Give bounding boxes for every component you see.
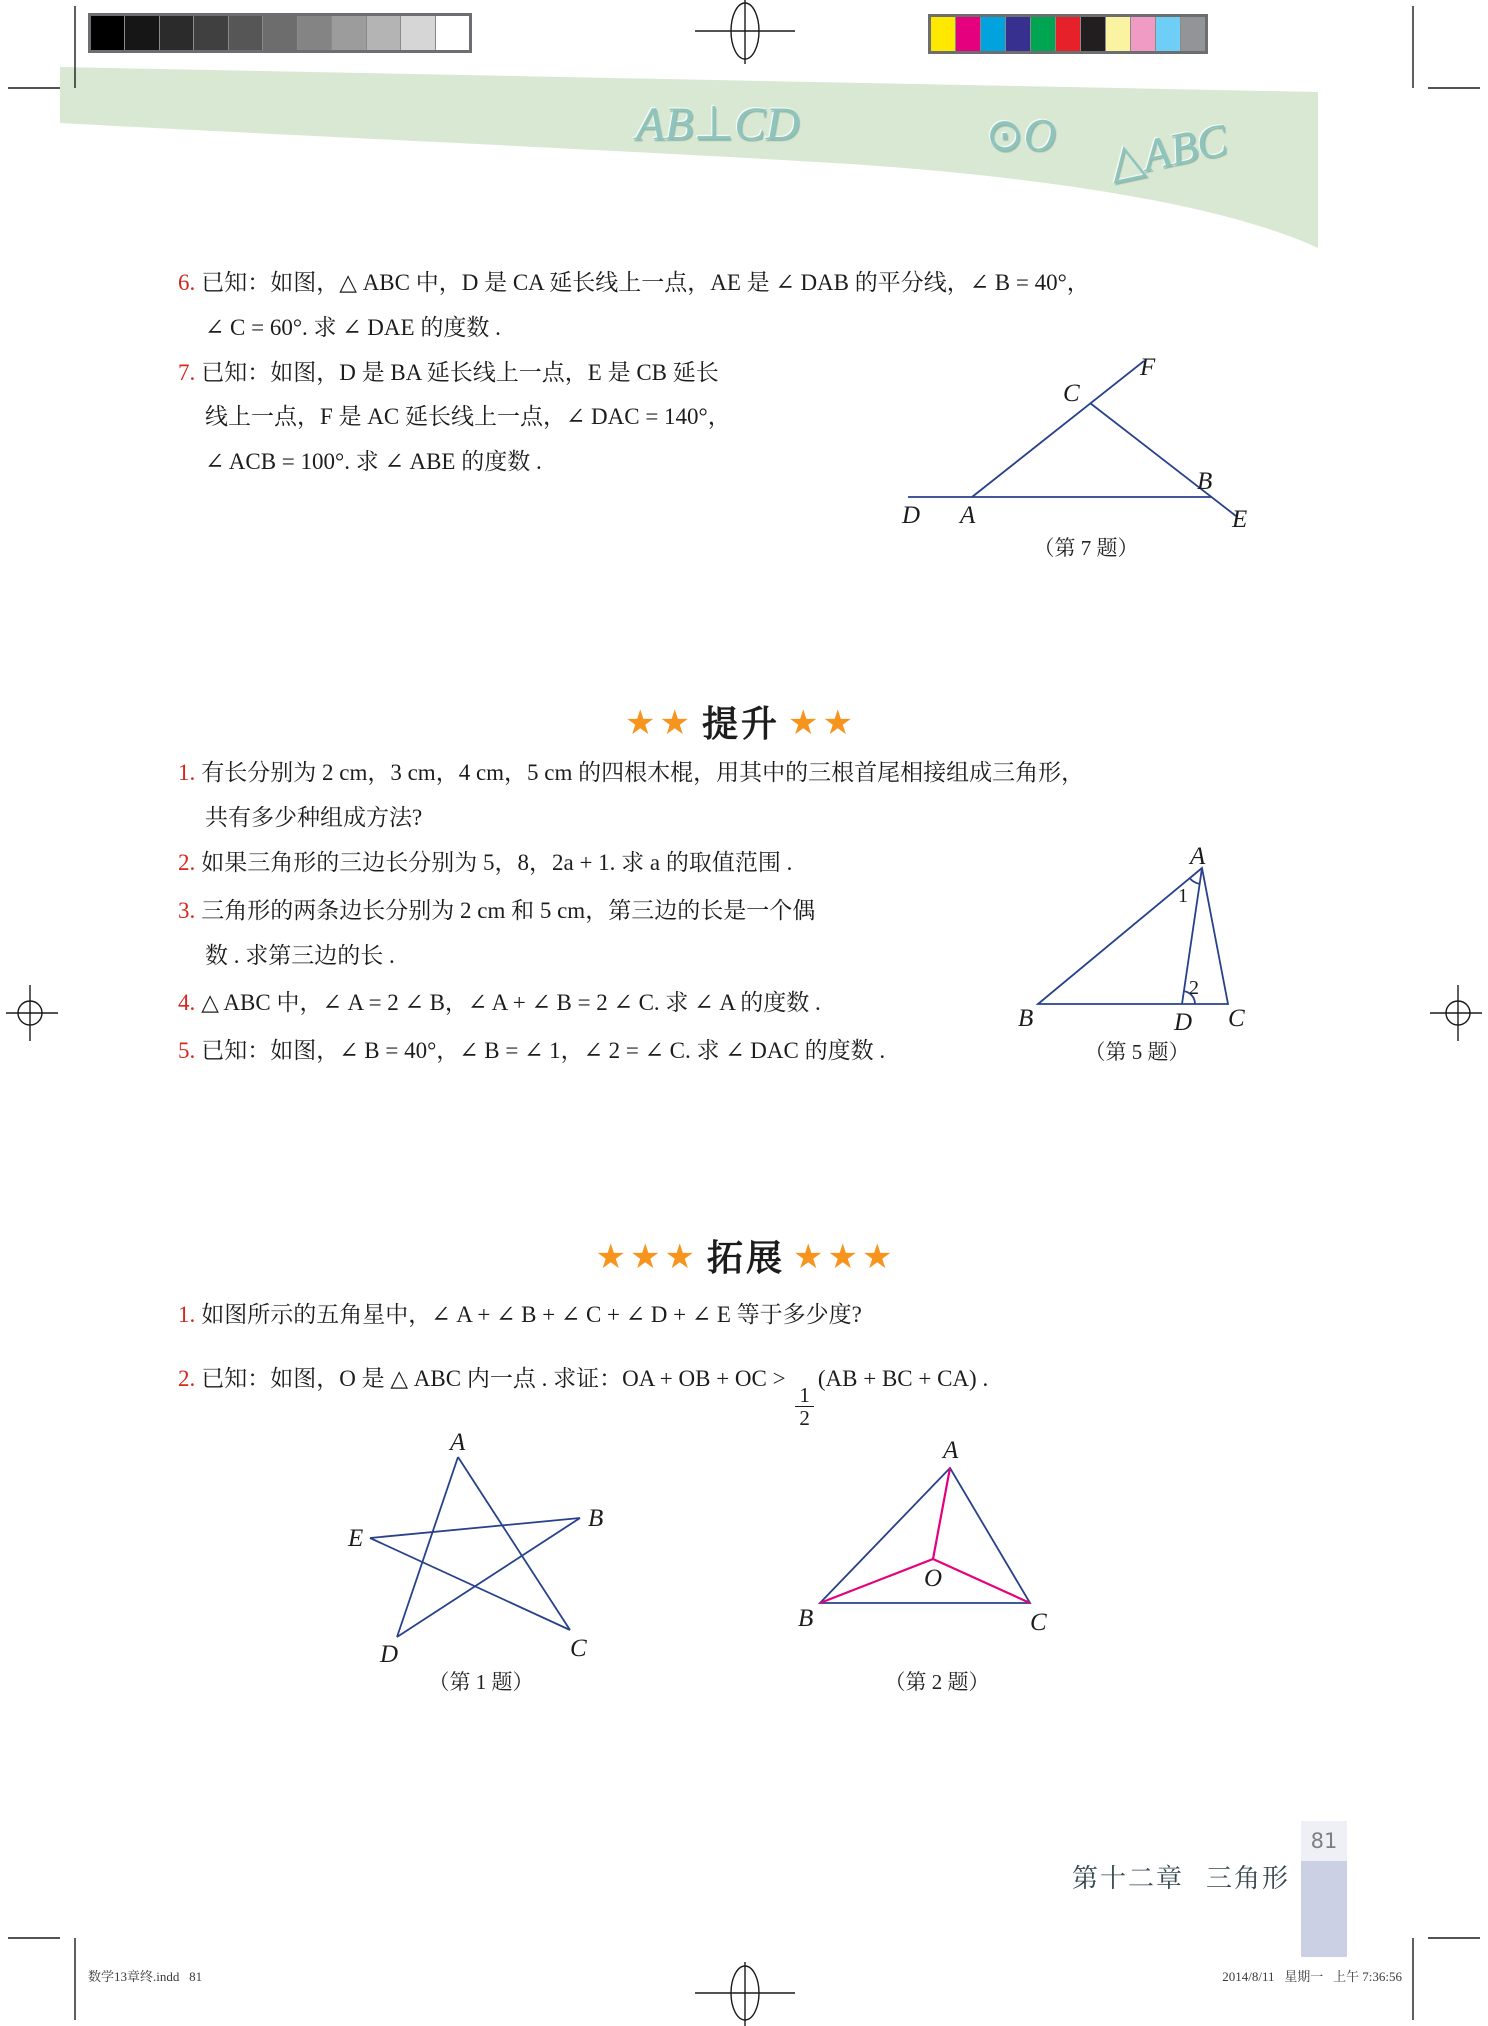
vertex-label-a: A xyxy=(1190,843,1206,870)
point-label-o: O xyxy=(924,1565,943,1592)
problem-number: 3. xyxy=(178,898,196,923)
problem-text: 如果三角形的三边长分别为 5，8，2a + 1. 求 a 的取值范围 . xyxy=(201,850,793,875)
formula-triangle-abc: △ABC xyxy=(1104,114,1232,188)
print-info-left: 数学13章终.indd 81 xyxy=(88,1969,203,1984)
figure-problem-7 xyxy=(860,275,1280,540)
star-icon: ★★★ xyxy=(793,1237,897,1277)
problem-text: 共有多少种组成方法? xyxy=(205,805,423,830)
figure-7-caption: （第 7 题） xyxy=(1033,536,1139,560)
star-icon: ★★ xyxy=(625,703,694,743)
problem-line xyxy=(205,313,501,343)
problem-line xyxy=(178,896,815,926)
problem-number: 2. xyxy=(178,850,196,875)
problem-text: 已知：如图，D 是 BA 延长线上一点，E 是 CB 延长 xyxy=(201,360,719,385)
star-icon: ★★★ xyxy=(595,1237,699,1277)
problem-line xyxy=(178,848,792,878)
page-number-tab xyxy=(1301,1821,1347,1957)
figure-pentagram xyxy=(340,1430,620,1680)
vertex-label-d: D xyxy=(1174,1009,1193,1036)
problem-text: 线上一点，F 是 AC 延长线上一点，∠ DAC = 140°， xyxy=(205,404,731,429)
problem-text: (AB + BC + CA) . xyxy=(817,1366,989,1391)
problem-line xyxy=(178,1036,885,1066)
fraction-denominator: 2 xyxy=(799,1406,810,1431)
page-number: 81 xyxy=(1301,1821,1347,1861)
section-title-expand: 拓展 xyxy=(706,1238,785,1278)
formula-circle-o: ⊙O xyxy=(986,110,1057,160)
vertex-label-a: A xyxy=(960,502,976,529)
vertex-label-b: B xyxy=(1018,1005,1034,1032)
problem-text: △ ABC 中，∠ A = 2 ∠ B，∠ A + ∠ B = 2 ∠ C. 求 ∠ A 的度数 . xyxy=(201,990,821,1015)
figure-2-caption: （第 2 题） xyxy=(884,1670,990,1694)
fraction-numerator: 1 xyxy=(795,1384,814,1407)
problem-text: 如图所示的五角星中，∠ A + ∠ B + ∠ C + ∠ D + ∠ E 等于多少度? xyxy=(201,1302,862,1327)
vertex-label-c: C xyxy=(1030,1609,1047,1636)
vertex-label-c: C xyxy=(1063,380,1080,407)
tab-strip xyxy=(1301,1861,1347,1957)
problem-text: 有长分别为 2 cm，3 cm，4 cm，5 cm 的四根木棍，用其中的三根首尾相接组成三角形， xyxy=(201,760,1085,785)
fraction xyxy=(795,1384,814,1429)
problem-text: 三角形的两条边长分别为 2 cm 和 5 cm，第三边的长是一个偶 xyxy=(201,898,816,923)
problem-number: 2. xyxy=(178,1366,196,1391)
chapter-title: 第十二章 xyxy=(1071,1864,1184,1893)
section-header-expand xyxy=(438,1212,1038,1299)
problem-line xyxy=(205,803,422,833)
vertex-label-e: E xyxy=(348,1525,364,1552)
vertex-label-c: C xyxy=(1228,1005,1245,1032)
vertex-label-d: D xyxy=(380,1641,399,1668)
vertex-label-e: E xyxy=(1232,506,1248,533)
vertex-label-b: B xyxy=(588,1505,604,1532)
problem-line xyxy=(178,358,719,388)
problem-line xyxy=(205,447,542,477)
vertex-label-a: A xyxy=(450,1429,466,1456)
vertex-label-b: B xyxy=(1197,468,1213,495)
problem-text: ∠ ACB = 100°. 求 ∠ ABE 的度数 . xyxy=(205,449,542,474)
angle-label-2: 2 xyxy=(1189,977,1199,999)
problem-number: 5. xyxy=(178,1038,196,1063)
print-info-right: 2014/8/11 星期一 上午 7:36:56 xyxy=(1222,1969,1402,1984)
section-name: 三角形 xyxy=(1205,1864,1290,1893)
vertex-label-a: A xyxy=(943,1437,959,1464)
problem-text: ∠ C = 60°. 求 ∠ DAE 的度数 . xyxy=(205,315,501,340)
problem-line xyxy=(178,758,1084,788)
angle-label-1: 1 xyxy=(1178,885,1188,907)
problem-line xyxy=(178,1300,862,1330)
problem-text: 已知：如图，△ ABC 中，D 是 CA 延长线上一点，AE 是 ∠ DAB 的平分线，∠ B = 40°， xyxy=(201,270,1090,295)
section-title-lift: 提升 xyxy=(701,704,780,744)
problem-number: 4. xyxy=(178,990,196,1015)
vertex-label-d: D xyxy=(902,502,921,529)
problem-text: 已知：如图，∠ B = 40°，∠ B = ∠ 1，∠ 2 = ∠ C. 求 ∠ DAC 的度数 . xyxy=(201,1038,886,1063)
figure-1-caption: （第 1 题） xyxy=(428,1670,534,1694)
figure-triangle-o xyxy=(780,1437,1070,1655)
problem-text: 数 . 求第三边的长 . xyxy=(205,943,395,968)
vertex-label-c: C xyxy=(570,1635,587,1662)
vertex-label-f: F xyxy=(1140,354,1156,381)
problem-number: 1. xyxy=(178,1302,196,1327)
problem-number: 7. xyxy=(178,360,196,385)
problem-line xyxy=(178,1364,988,1429)
star-icon: ★★ xyxy=(788,703,857,743)
section-header-lift xyxy=(433,678,1033,765)
problem-text: 已知：如图，O 是 △ ABC 内一点 . 求证：OA + OB + OC > xyxy=(201,1366,792,1391)
problem-number: 1. xyxy=(178,760,196,785)
problem-line xyxy=(205,941,395,971)
vertex-label-b: B xyxy=(798,1605,814,1632)
problem-number: 6. xyxy=(178,270,196,295)
figure-5-caption: （第 5 题） xyxy=(1084,1040,1190,1064)
problem-line xyxy=(205,402,731,432)
formula-ab-perp-cd: AB⊥CD xyxy=(636,98,800,150)
problem-line xyxy=(178,988,821,1018)
chapter-footer xyxy=(960,1858,1290,1895)
